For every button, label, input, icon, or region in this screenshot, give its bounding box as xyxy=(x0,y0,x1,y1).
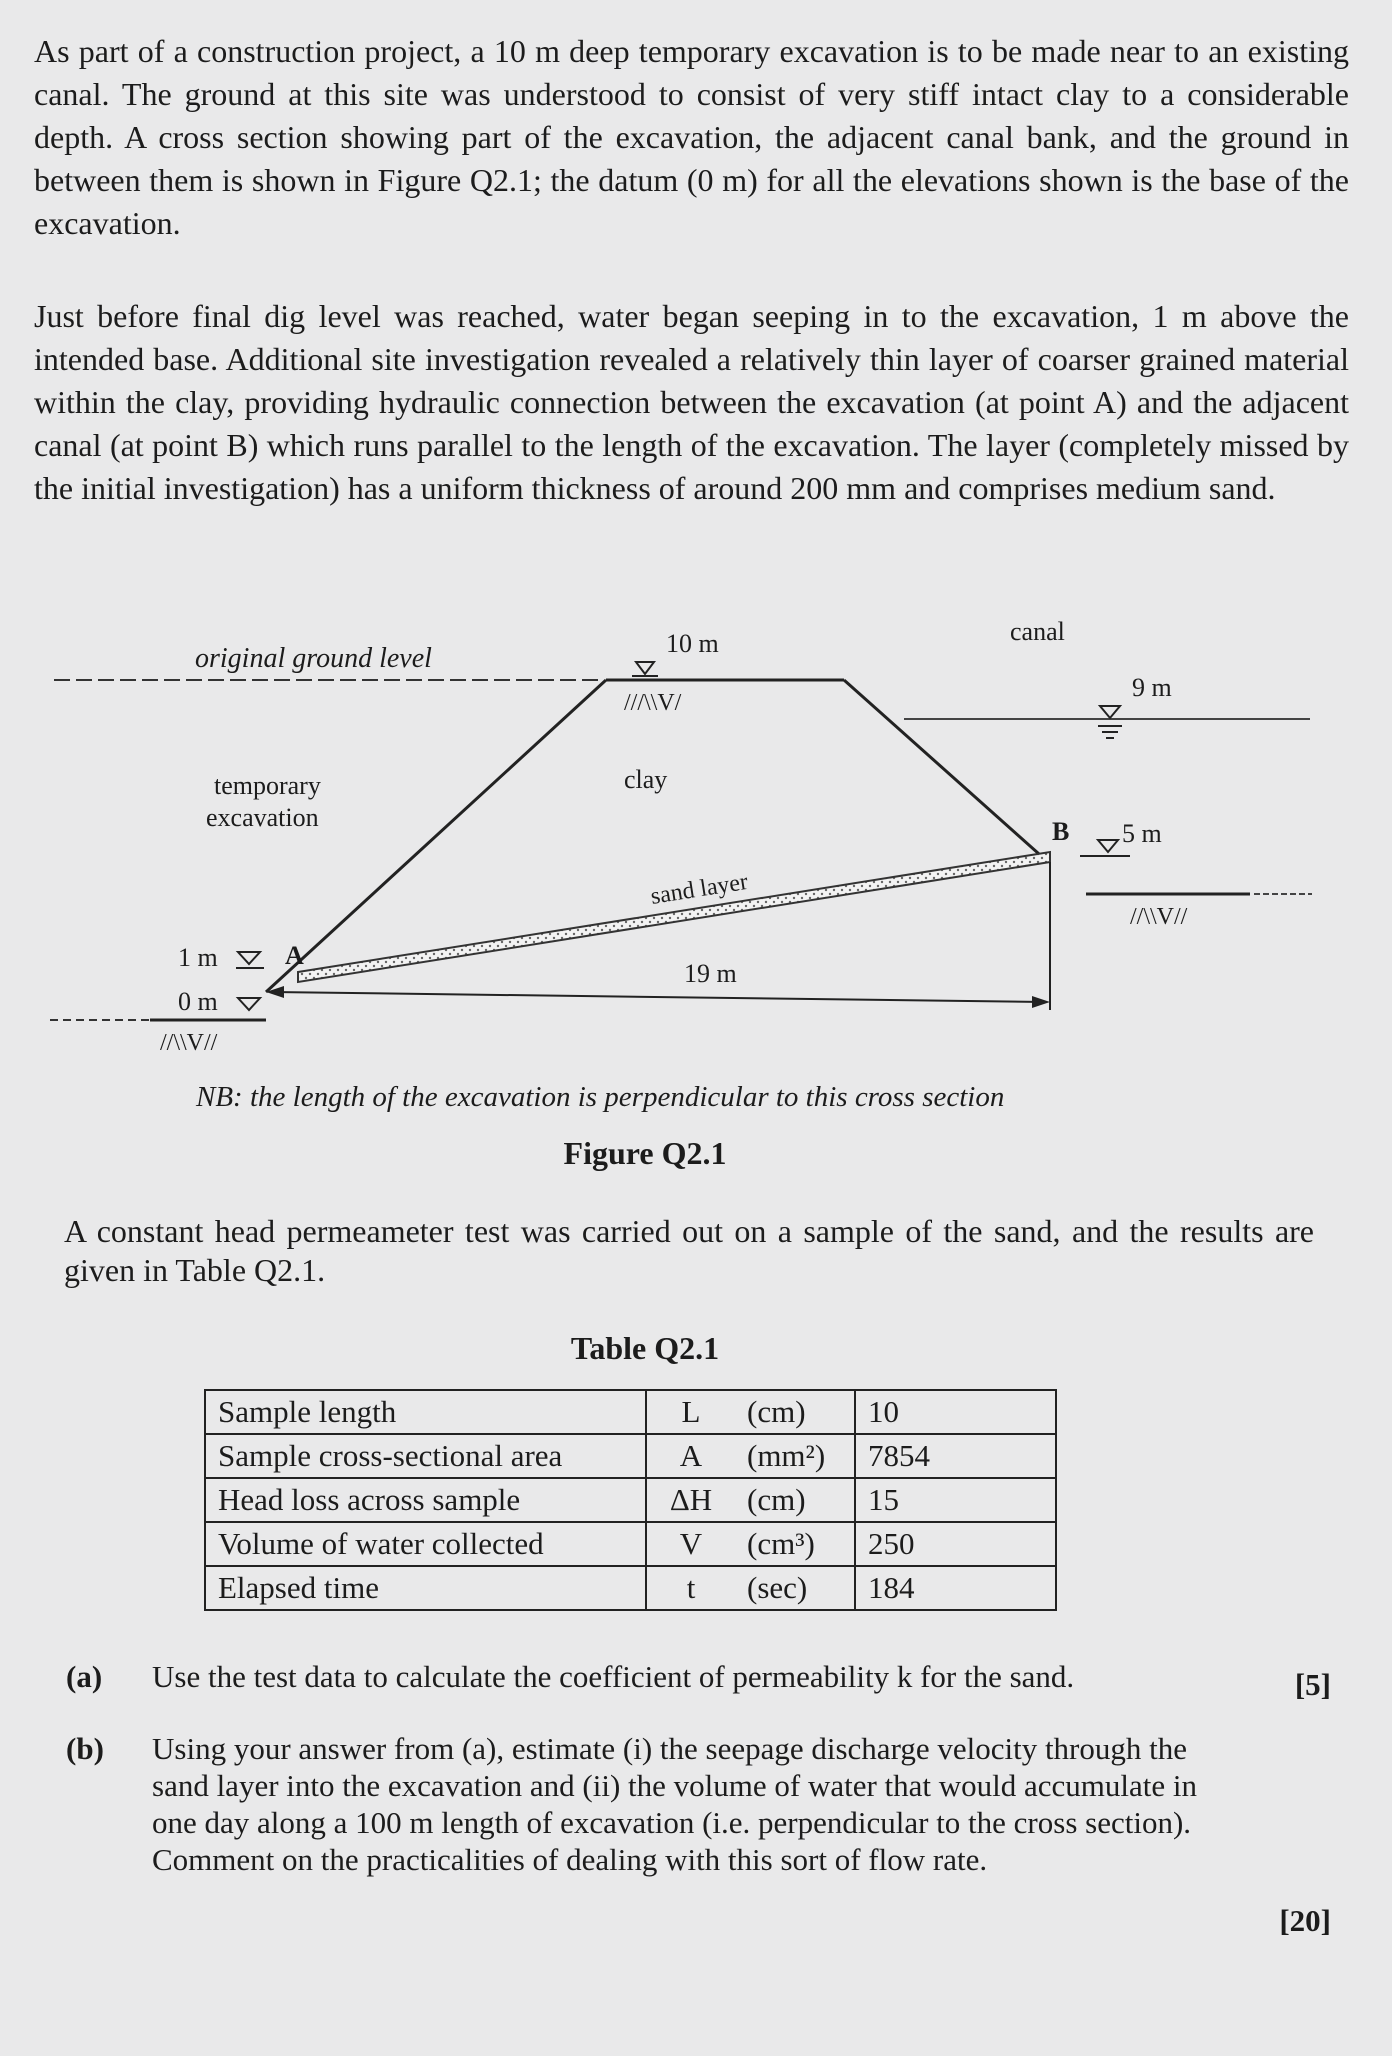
canal-bank-slope xyxy=(844,680,1048,862)
row-name: Sample length xyxy=(205,1390,646,1434)
row-name: Volume of water collected xyxy=(205,1522,646,1566)
clay-label: clay xyxy=(624,765,668,794)
canal-label: canal xyxy=(1010,617,1065,646)
excavation-slope xyxy=(266,680,606,992)
row-value: 250 xyxy=(855,1522,1056,1566)
question-marks: [5] xyxy=(1294,1667,1331,1702)
sand-layer xyxy=(298,852,1050,982)
permeameter-results-table xyxy=(204,1389,1057,1611)
row-name: Elapsed time xyxy=(205,1566,646,1610)
ground-level-marker-icon xyxy=(636,662,654,674)
point-b-label: B xyxy=(1052,817,1070,846)
top-elevation-label: 10 m xyxy=(666,629,719,658)
row-symbol: t xyxy=(646,1566,735,1610)
question-label: (a) xyxy=(66,1659,103,1694)
row-value: 7854 xyxy=(855,1434,1056,1478)
row-unit: (cm) xyxy=(735,1390,855,1434)
canal-bed-level-label: 5 m xyxy=(1122,819,1162,848)
row-symbol: V xyxy=(646,1522,735,1566)
canal-bed-hatch: //\\V// xyxy=(1130,904,1188,930)
horizontal-dimension-line xyxy=(272,992,1044,1002)
table-row xyxy=(205,1566,1056,1610)
original-ground-level-label: original ground level xyxy=(195,643,432,674)
ground-hatch-top: ///\\V/ xyxy=(624,690,682,716)
row-unit: (cm) xyxy=(735,1478,855,1522)
row-value: 15 xyxy=(855,1478,1056,1522)
row-symbol: L xyxy=(646,1390,735,1434)
temporary-excavation-label-2: excavation xyxy=(206,803,319,832)
horizontal-distance-label: 19 m xyxy=(684,959,737,988)
table-row xyxy=(205,1522,1056,1566)
permeameter-paragraph: A constant head permeameter test was carried out on a sample of the sand, and the results are given in Table Q2.1. xyxy=(64,1213,1314,1288)
question-text: Using your answer from (a), estimate (i) the seepage discharge velocity through the sand layer into the excavation and (ii) the volume of water that would accumulate in one day along a 100 m length of excavation (i.e. perpendicular to the cross section). Comment on the practicalities of dealing with this sort of flow rate. xyxy=(152,1731,1198,1877)
row-name: Sample cross-sectional area xyxy=(205,1434,646,1478)
row-value: 10 xyxy=(855,1390,1056,1434)
table-row xyxy=(205,1390,1056,1434)
question-label: (b) xyxy=(66,1731,104,1766)
point-a-label: A xyxy=(285,941,304,970)
row-symbol: ΔH xyxy=(646,1478,735,1522)
question-a xyxy=(66,1658,1331,1708)
temporary-excavation-label-1: temporary xyxy=(214,771,321,800)
level-0m-marker-icon xyxy=(238,998,260,1010)
level-0m-label: 0 m xyxy=(178,987,218,1016)
table-row xyxy=(205,1434,1056,1478)
canal-water-level-marker-icon xyxy=(1100,706,1120,718)
row-unit: (mm²) xyxy=(735,1434,855,1478)
excavation-base-hatch: //\\V// xyxy=(160,1030,218,1056)
table-row xyxy=(205,1478,1056,1522)
row-name: Head loss across sample xyxy=(205,1478,646,1522)
intro-paragraph-2: Just before final dig level was reached, water began seeping in to the excavation, 1 m above the intended base. Additional site investigation revealed a relatively thin layer of coarser grained material within the clay, providing hydraulic connection between the excavation (at point A) and the adjacent canal (at point B) which runs parallel to the length of the excavation. The layer (completely missed by the initial investigation) has a uniform thickness of around 200 mm and comprises medium sand. xyxy=(34,298,1349,506)
figure-caption: Figure Q2.1 xyxy=(563,1135,727,1171)
intro-paragraph-1: As part of a construction project, a 10 m deep temporary excavation is to be made near to an existing canal. The ground at this site was understood to consist of very stiff intact clay to a considerable depth. A cross section showing part of the excavation, the adjacent canal bank, and the ground in between them is shown in Figure Q2.1; the datum (0 m) for all the elevations shown is the base of the excavation. xyxy=(34,33,1349,241)
cross-section-figure xyxy=(40,600,1320,1160)
canal-water-level-label: 9 m xyxy=(1132,673,1172,702)
question-text: Use the test data to calculate the coefficient of permeability k for the sand. xyxy=(152,1659,1075,1694)
level-1m-marker-icon xyxy=(238,952,260,964)
sand-layer-label: sand layer xyxy=(648,868,750,910)
row-value: 184 xyxy=(855,1566,1056,1610)
figure-note: NB: the length of the excavation is perpendicular to this cross section xyxy=(196,1081,1005,1113)
question-b xyxy=(66,1730,1331,1938)
dimension-arrow-right-icon xyxy=(1032,996,1050,1008)
level-1m-label: 1 m xyxy=(178,943,218,972)
row-unit: (sec) xyxy=(735,1566,855,1610)
row-symbol: A xyxy=(646,1434,735,1478)
question-marks: [20] xyxy=(1279,1903,1331,1938)
canal-bed-level-marker-icon xyxy=(1098,840,1118,852)
table-title: Table Q2.1 xyxy=(570,1330,720,1366)
row-unit: (cm³) xyxy=(735,1522,855,1566)
